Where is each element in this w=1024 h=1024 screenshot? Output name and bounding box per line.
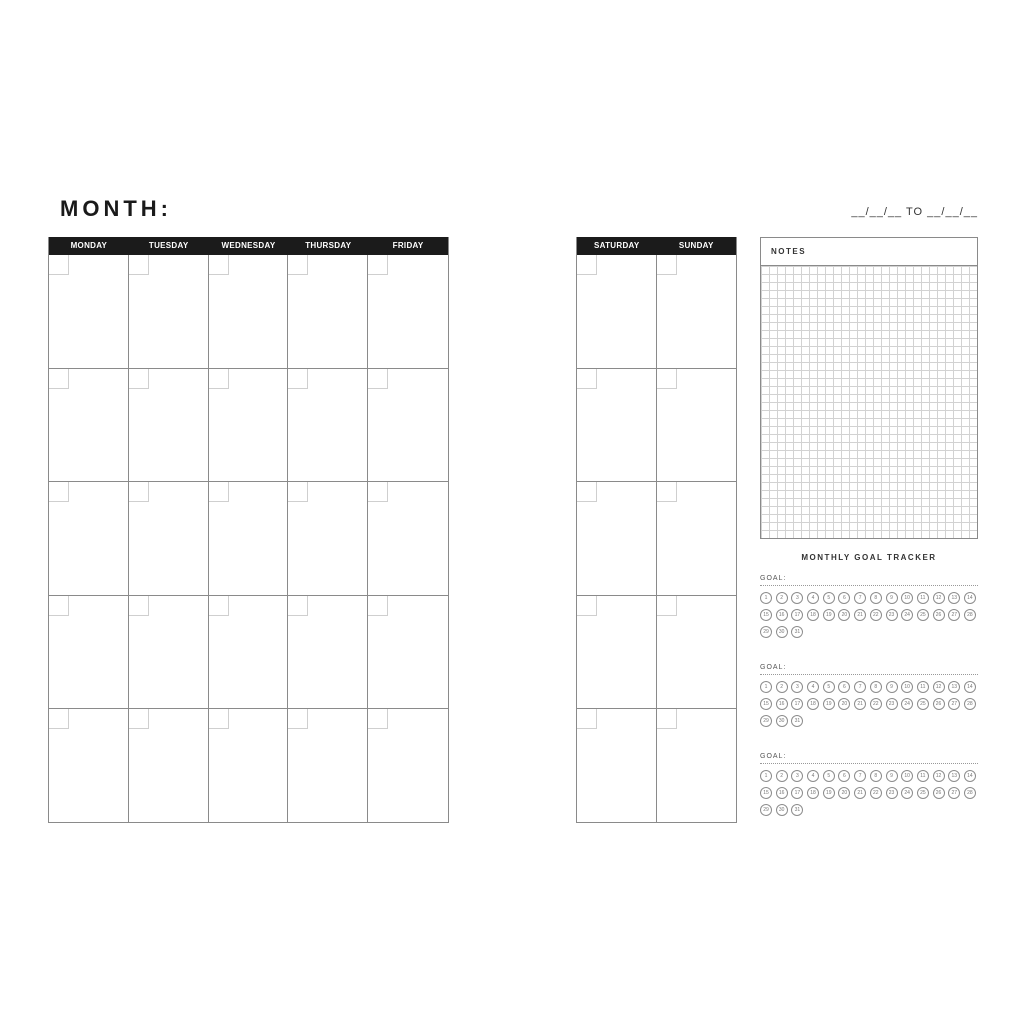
goal-day-circle[interactable]: 17 (791, 698, 803, 710)
goal-day-circle[interactable]: 22 (870, 787, 882, 799)
day-cell[interactable] (49, 369, 129, 483)
goal-day-circle[interactable]: 24 (901, 698, 913, 710)
goal-day-circle[interactable]: 28 (964, 698, 976, 710)
goal-day-circle[interactable]: 29 (760, 626, 772, 638)
goal-day-circle[interactable]: 28 (964, 609, 976, 621)
goal-day-circle[interactable]: 11 (917, 770, 929, 782)
goal-tracker-1 (760, 575, 978, 638)
goal-day-circle[interactable]: 26 (933, 787, 945, 799)
day-cell[interactable] (657, 255, 737, 369)
goal-day-circle[interactable]: 16 (776, 698, 788, 710)
day-cell[interactable] (657, 709, 737, 823)
goal-day-circle[interactable]: 30 (776, 626, 788, 638)
goal-day-circle[interactable]: 6 (838, 681, 850, 693)
day-cell[interactable] (288, 255, 368, 369)
day-header-thursday: THURSDAY (305, 241, 352, 250)
goal-day-circle[interactable]: 12 (933, 770, 945, 782)
goal-day-circle[interactable]: 18 (807, 787, 819, 799)
day-cell[interactable] (577, 596, 657, 710)
goal-day-circle[interactable]: 19 (823, 609, 835, 621)
goal-day-circle[interactable]: 13 (948, 592, 960, 604)
day-cell[interactable] (209, 482, 289, 596)
goal-day-circle[interactable]: 25 (917, 698, 929, 710)
weekday-header (49, 237, 448, 255)
day-header-saturday: SATURDAY (593, 241, 640, 250)
day-cell[interactable] (577, 369, 657, 483)
goal-day-circle[interactable]: 24 (901, 609, 913, 621)
day-cell[interactable] (129, 369, 209, 483)
date-range[interactable]: __/__/__ TO __/__/__ (851, 206, 978, 218)
goal-label[interactable]: GOAL: (760, 664, 978, 675)
goal-tracker-3 (760, 753, 978, 816)
goal-day-circle[interactable]: 20 (838, 609, 850, 621)
day-cell[interactable] (209, 255, 289, 369)
goal-day-circle[interactable]: 3 (791, 592, 803, 604)
goal-day-circle[interactable]: 10 (901, 770, 913, 782)
day-cell[interactable] (129, 255, 209, 369)
goal-day-circle[interactable]: 1 (760, 592, 772, 604)
goal-day-circle[interactable]: 26 (933, 609, 945, 621)
weekend-grid (577, 255, 736, 823)
day-cell[interactable] (129, 709, 209, 823)
month-label: MONTH: (60, 196, 172, 221)
goal-day-circle[interactable]: 5 (823, 770, 835, 782)
day-cell[interactable] (368, 255, 448, 369)
day-header-sunday: SUNDAY (678, 241, 714, 250)
goal-day-circle[interactable]: 19 (823, 698, 835, 710)
goal-day-circle[interactable]: 7 (854, 681, 866, 693)
goal-day-circle[interactable]: 30 (776, 804, 788, 816)
goal-day-circle[interactable]: 4 (807, 592, 819, 604)
goal-day-circle[interactable]: 23 (886, 698, 898, 710)
goal-day-circle[interactable]: 31 (791, 804, 803, 816)
goal-day-circle[interactable]: 16 (776, 609, 788, 621)
notes-title: NOTES (761, 238, 977, 266)
goal-day-circle[interactable]: 8 (870, 592, 882, 604)
goal-day-circle[interactable]: 20 (838, 787, 850, 799)
goal-day-circle[interactable]: 2 (776, 681, 788, 693)
goal-day-circle[interactable]: 21 (854, 609, 866, 621)
goal-day-circle[interactable]: 18 (807, 609, 819, 621)
goal-tracker-2 (760, 664, 978, 727)
goal-day-circle[interactable]: 1 (760, 770, 772, 782)
day-cell[interactable] (209, 369, 289, 483)
goal-day-circle[interactable]: 21 (854, 787, 866, 799)
weekend-calendar (576, 237, 737, 823)
goal-day-circle[interactable]: 29 (760, 804, 772, 816)
day-cell[interactable] (288, 369, 368, 483)
goal-day-circle[interactable]: 10 (901, 592, 913, 604)
weekend-header (577, 237, 736, 255)
goal-day-circle[interactable]: 18 (807, 698, 819, 710)
goal-day-circle[interactable]: 1 (760, 681, 772, 693)
goal-day-circle[interactable]: 3 (791, 681, 803, 693)
day-cell[interactable] (129, 482, 209, 596)
goal-day-circle[interactable]: 27 (948, 698, 960, 710)
goal-day-circle[interactable]: 4 (807, 681, 819, 693)
goal-day-circle[interactable]: 22 (870, 698, 882, 710)
goal-day-circle[interactable]: 5 (823, 592, 835, 604)
day-cell[interactable] (368, 482, 448, 596)
day-cell[interactable] (657, 482, 737, 596)
goal-day-circle[interactable]: 14 (964, 681, 976, 693)
goal-label[interactable]: GOAL: (760, 753, 978, 764)
day-cell[interactable] (368, 596, 448, 710)
day-cell[interactable] (657, 369, 737, 483)
goal-day-circle[interactable]: 17 (791, 609, 803, 621)
goal-day-circle[interactable]: 25 (917, 787, 929, 799)
day-cell[interactable] (368, 709, 448, 823)
goal-day-circle[interactable]: 27 (948, 609, 960, 621)
goal-day-circle[interactable]: 8 (870, 770, 882, 782)
goal-day-circle[interactable]: 14 (964, 592, 976, 604)
day-cell[interactable] (49, 255, 129, 369)
goal-day-circle[interactable]: 11 (917, 592, 929, 604)
goal-day-circle[interactable]: 19 (823, 787, 835, 799)
day-header-monday: MONDAY (70, 241, 108, 250)
goal-day-circle[interactable]: 9 (886, 681, 898, 693)
goal-tracker-title: MONTHLY GOAL TRACKER (801, 553, 937, 562)
goal-day-circle[interactable]: 27 (948, 787, 960, 799)
goal-day-circle[interactable]: 12 (933, 681, 945, 693)
goal-day-circle[interactable]: 6 (838, 592, 850, 604)
goal-day-circle[interactable]: 7 (854, 770, 866, 782)
day-cell[interactable] (657, 596, 737, 710)
goal-day-circle[interactable]: 21 (854, 698, 866, 710)
goal-day-circle[interactable]: 26 (933, 698, 945, 710)
goal-day-dots (760, 681, 978, 727)
goal-day-circle[interactable]: 20 (838, 698, 850, 710)
day-cell[interactable] (577, 255, 657, 369)
goal-day-circle[interactable]: 24 (901, 787, 913, 799)
goal-day-circle[interactable]: 23 (886, 787, 898, 799)
goal-day-circle[interactable]: 10 (901, 681, 913, 693)
goal-day-circle[interactable]: 2 (776, 770, 788, 782)
day-cell[interactable] (288, 596, 368, 710)
goal-day-circle[interactable]: 22 (870, 609, 882, 621)
day-header-tuesday: TUESDAY (148, 241, 189, 250)
goal-day-circle[interactable]: 9 (886, 592, 898, 604)
weekday-calendar (48, 237, 449, 823)
day-header-friday: FRIDAY (392, 241, 424, 250)
day-cell[interactable] (129, 596, 209, 710)
goal-day-circle[interactable]: 28 (964, 787, 976, 799)
day-cell[interactable] (49, 482, 129, 596)
day-cell[interactable] (288, 482, 368, 596)
goal-day-circle[interactable]: 12 (933, 592, 945, 604)
goal-day-circle[interactable]: 2 (776, 592, 788, 604)
goal-day-circle[interactable]: 15 (760, 787, 772, 799)
goal-day-circle[interactable]: 3 (791, 770, 803, 782)
goal-day-circle[interactable]: 31 (791, 715, 803, 727)
day-cell[interactable] (209, 596, 289, 710)
goal-day-circle[interactable]: 8 (870, 681, 882, 693)
goal-day-dots (760, 770, 978, 816)
goal-day-circle[interactable]: 6 (838, 770, 850, 782)
day-cell[interactable] (577, 709, 657, 823)
day-header-wednesday: WEDNESDAY (221, 241, 276, 250)
goal-day-dots (760, 592, 978, 638)
day-cell[interactable] (49, 709, 129, 823)
goal-day-circle[interactable]: 31 (791, 626, 803, 638)
goal-day-circle[interactable]: 4 (807, 770, 819, 782)
goal-day-circle[interactable]: 7 (854, 592, 866, 604)
day-cell[interactable] (49, 596, 129, 710)
goal-day-circle[interactable]: 25 (917, 609, 929, 621)
goal-day-circle[interactable]: 16 (776, 787, 788, 799)
notes-box[interactable] (760, 237, 978, 539)
goal-day-circle[interactable]: 30 (776, 715, 788, 727)
day-cell[interactable] (209, 709, 289, 823)
day-cell[interactable] (577, 482, 657, 596)
goal-day-circle[interactable]: 5 (823, 681, 835, 693)
weekday-grid (49, 255, 448, 823)
goal-day-circle[interactable]: 9 (886, 770, 898, 782)
goal-day-circle[interactable]: 13 (948, 770, 960, 782)
day-cell[interactable] (368, 369, 448, 483)
goal-day-circle[interactable]: 15 (760, 609, 772, 621)
goal-day-circle[interactable]: 13 (948, 681, 960, 693)
goal-day-circle[interactable]: 29 (760, 715, 772, 727)
goal-label[interactable]: GOAL: (760, 575, 978, 586)
goal-day-circle[interactable]: 14 (964, 770, 976, 782)
notes-grid-paper[interactable] (761, 266, 977, 538)
goal-day-circle[interactable]: 11 (917, 681, 929, 693)
goal-day-circle[interactable]: 23 (886, 609, 898, 621)
goal-day-circle[interactable]: 15 (760, 698, 772, 710)
day-cell[interactable] (288, 709, 368, 823)
goal-day-circle[interactable]: 17 (791, 787, 803, 799)
